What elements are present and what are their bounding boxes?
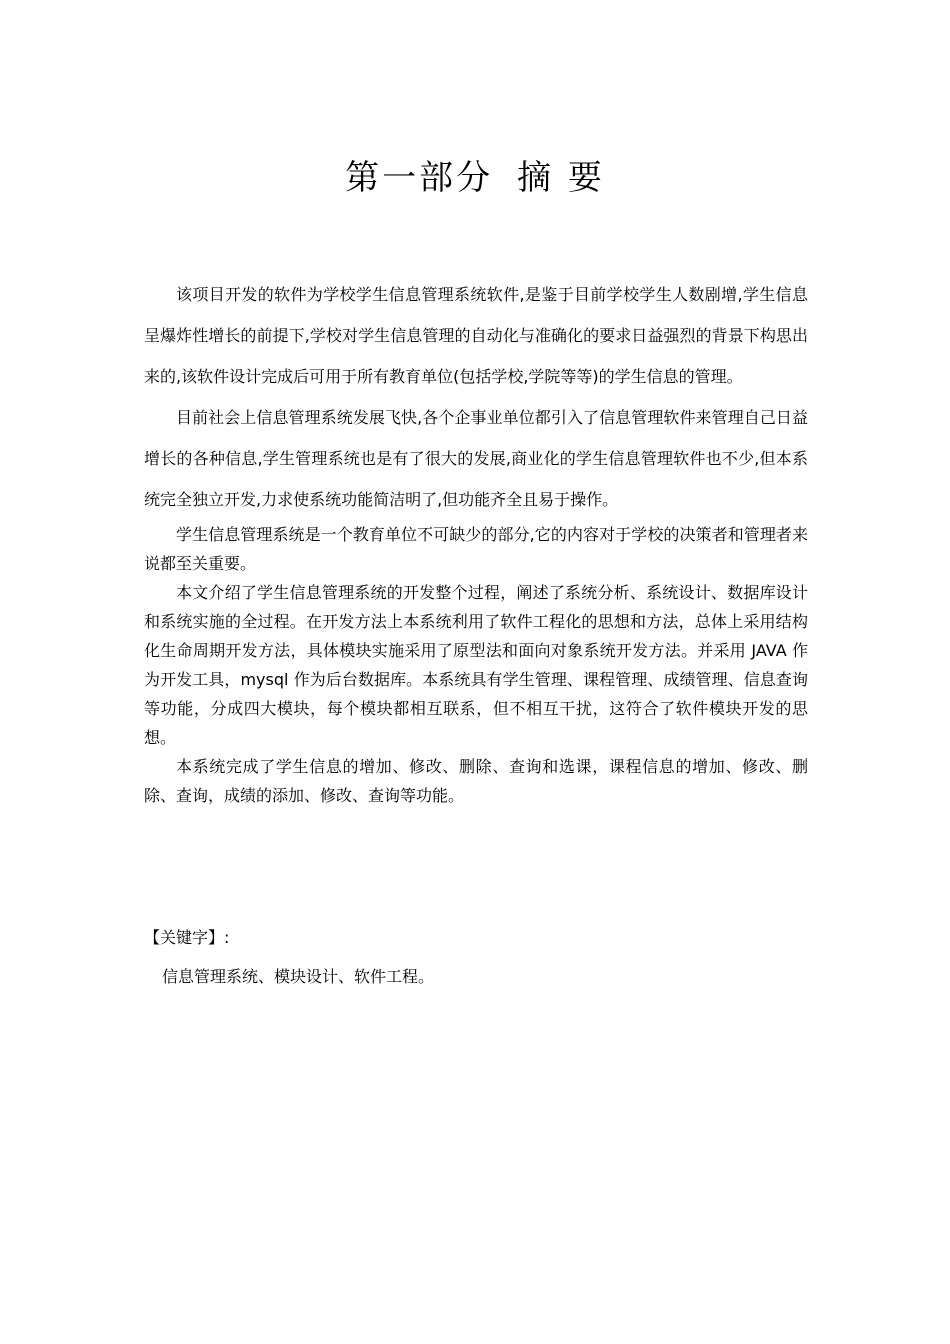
abstract-paragraph: 本文介绍了学生信息管理系统的开发整个过程，阐述了系统分析、系统设计、数据库设计和系统实施的全过程。在开发方法上本系统利用了软件工程化的思想和方法，总体上采用结构化生命周期开发方法，具体模块实施采用了原型法和面向对象系统开发方法。并采用 JAVA 作为开发工具，mysql 作为后台数据库。本系统具有学生管理、课程管理、成绩管理、信息查询等功能，分成四大模块，每个模块都相互联系，但不相互干扰，这符合了软件模块开发的思想。: [144, 583, 808, 747]
abstract-paragraph: 该项目开发的软件为学校学生信息管理系统软件,是鉴于目前学校学生人数剧增,学生信息呈爆炸性增长的前提下,学校对学生信息管理的自动化与准确化的要求日益强烈的背景下构思出来的,该软件设计完成后可用于所有教育单位(包括学校,学院等等)的学生信息的管理。: [144, 285, 808, 386]
title-heading: 摘 要: [517, 158, 605, 198]
abstract-body: [144, 274, 808, 810]
title-part: 第一部分: [345, 158, 494, 198]
abstract-paragraph: 本系统完成了学生信息的增加、修改、删除、查询和选课，课程信息的增加、修改、删除、查询，成绩的添加、修改、查询等功能。: [144, 757, 808, 805]
abstract-paragraph: 目前社会上信息管理系统发展飞快,各个企事业单位都引入了信息管理软件来管理自己日益增长的各种信息,学生管理系统也是有了很大的发展,商业化的学生信息管理软件也不少,但本系统完全独立开发,力求使系统功能简洁明了,但功能齐全且易于操作。: [144, 408, 808, 509]
keywords-text: 信息管理系统、模块设计、软件工程。: [162, 967, 435, 986]
abstract-paragraph: 学生信息管理系统是一个教育单位不可缺少的部分,它的内容对于学校的决策者和管理者来说都至关重要。: [144, 525, 808, 573]
page-title: [0, 152, 950, 204]
keywords-label: 【关键字】:: [144, 928, 230, 947]
